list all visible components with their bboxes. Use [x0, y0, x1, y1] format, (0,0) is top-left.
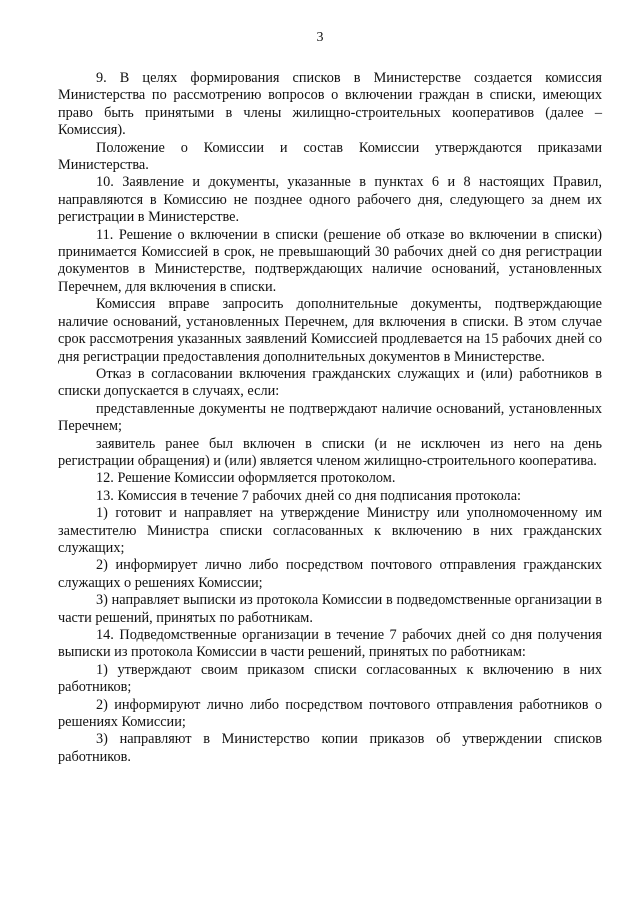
paragraph-9: 9. В целях формирования списков в Министерстве создается комиссия Министерства по рассмотрению вопросов о включении граждан в списки, имеющих право быть принятыми в члены жилищно-строительных кооперативов (далее – Комиссия).: [58, 70, 602, 139]
paragraph-12: 12. Решение Комиссии оформляется протоколом.: [96, 470, 396, 487]
paragraph-additional-documents: Комиссия вправе запросить дополнительные документы, подтверждающие наличие оснований, установленных Перечнем, для включения в списки. В этом случае срок рассмотрения указанных заявлений Комиссией продлевается на 15 рабочих дней со дня регистрации предоставления дополнительных документов в Министерстве.: [58, 296, 602, 365]
paragraph-14-item-3: 3) направляют в Министерство копии приказов об утверждении списков работников.: [58, 731, 602, 765]
paragraph-14-item-2: 2) информируют лично либо посредством почтового отправления работников о решениях Комиссии;: [58, 696, 602, 731]
paragraph-10: 10. Заявление и документы, указанные в пунктах 6 и 8 настоящих Правил, направляются в Комиссию не позднее одного рабочего дня, следующего за днем их регистрации в Министерстве.: [58, 174, 602, 226]
paragraph-14-item-1: 1) утверждают своим приказом списки согласованных к включению в них работников;: [58, 661, 602, 696]
paragraph-11: 11. Решение о включении в списки (решение об отказе во включении в списки) принимается Комиссией в срок, не превышающий 30 рабочих дней со дня регистрации документов в Министерстве, подтверждающих наличие оснований, установленных Перечнем, для включения в списки.: [58, 226, 602, 295]
paragraph-refusal-case-documents: представленные документы не подтверждают наличие оснований, установленных Перечнем;: [58, 400, 602, 435]
page-number: 3: [316, 30, 324, 45]
paragraph-refusal-case-applicant: заявитель ранее был включен в списки (и не исключен из него на день регистрации обращения) и (или) является членом жилищно-строительного кооператива.: [58, 435, 602, 469]
paragraph-13: 13. Комиссия в течение 7 рабочих дней со дня подписания протокола:: [96, 487, 522, 504]
paragraph-13-item-1: 1) готовит и направляет на утверждение Министру или уполномоченному им заместителю Министра списки согласованных к включению в них гражданских служащих;: [58, 505, 602, 556]
paragraph-commission-regulation: Положение о Комиссии и состав Комиссии утверждаются приказами Министерства.: [58, 139, 602, 174]
paragraph-13-item-2: 2) информирует лично либо посредством почтового отправления гражданских служащих о решениях Комиссии;: [58, 557, 602, 591]
paragraph-13-item-3: 3) направляет выписки из протокола Комиссии в подведомственные организации в части решений, принятых по работникам.: [58, 592, 602, 626]
document-body: [58, 70, 602, 766]
paragraph-refusal-cases: Отказ в согласовании включения гражданских служащих и (или) работников в списки допускается в случаях, если:: [58, 365, 602, 400]
paragraph-14: 14. Подведомственные организации в течение 7 рабочих дней со дня получения выписки из протокола Комиссии в части решений, принятых по работникам:: [58, 627, 602, 661]
